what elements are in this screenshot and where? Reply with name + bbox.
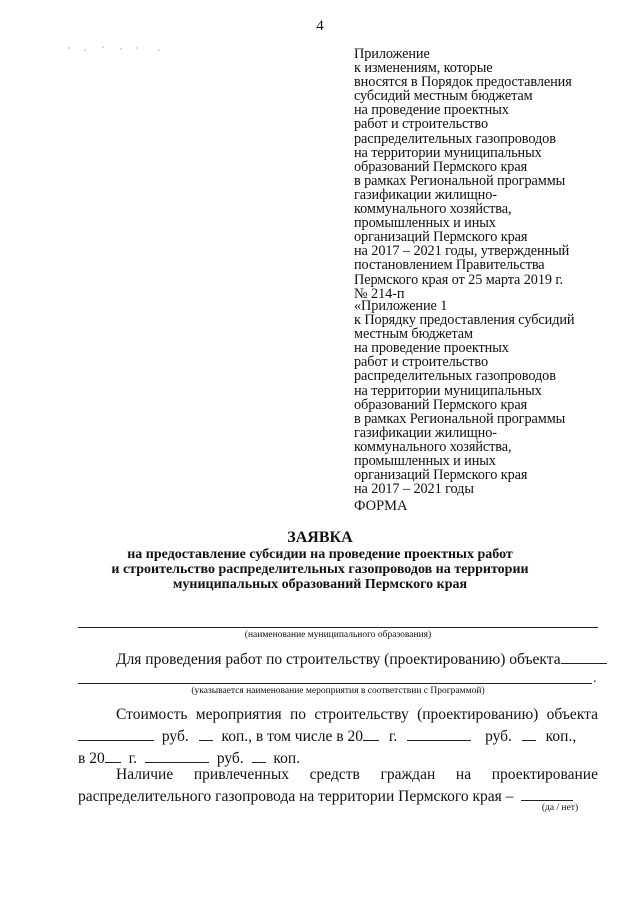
cost-line-3: в 20 г. руб. коп.	[78, 750, 301, 767]
cost-word: (проектированию)	[417, 706, 539, 723]
object-blank[interactable]	[561, 651, 607, 664]
funds-line-2: распределительного газопровода на территории Пермского края –	[78, 788, 573, 806]
year1-kop-blank[interactable]	[522, 728, 536, 741]
funds-word: граждан	[380, 766, 436, 783]
event-caption: (указывается наименование мероприятия в соответствии с Программой)	[191, 686, 485, 696]
object-text: Для проведения работ по строительству (проектированию) объекта	[116, 651, 561, 668]
cost-word: объекта	[546, 706, 598, 723]
funds-word: проектирование	[491, 766, 598, 783]
funds-word: на	[455, 766, 472, 783]
cost-word: по	[290, 706, 307, 723]
year-blank-2[interactable]	[105, 750, 121, 763]
year2-rub-blank[interactable]	[145, 750, 209, 763]
funds-word: средств	[309, 766, 360, 783]
cost-word: Стоимость	[116, 706, 188, 723]
scan-artifact	[62, 44, 172, 52]
cost-word: мероприятия	[195, 706, 282, 723]
funds-word: привлеченных	[193, 766, 289, 783]
cost-line-1	[116, 706, 598, 724]
page-number: 4	[316, 18, 324, 34]
municipality-name-line[interactable]	[78, 627, 598, 628]
appendix-note: Приложение к изменениям, которые вносятся в Порядок предоставления субсидий местным бюджетам на проведение проектных работ и строительство распределительных газопроводов на территории муниципальных образований Пермского края в рамках Региональной программы газификации жилищно- коммунального хозяйства, промышленных и иных организаций Пермского края на 2017 – 2021 годы, утвержденный постановлением Правительства Пермского края от 25 марта 2019 г. № 214-п	[354, 46, 572, 302]
municipality-caption: (наименование муниципального образования)	[244, 630, 432, 640]
year2-kop-blank[interactable]	[252, 750, 266, 763]
funds-word: Наличие	[116, 766, 174, 783]
document-subtitle: на предоставление субсидии на проведение проектных работ и строительство распределительных газопроводов на территории муниципальных образований Пермского края	[111, 547, 529, 592]
form-label: ФОРМА	[354, 498, 408, 514]
year-blank-1[interactable]	[363, 728, 379, 741]
cost-word: строительству	[314, 706, 409, 723]
line-period: .	[593, 671, 597, 686]
total-rub-blank[interactable]	[78, 728, 154, 741]
yes-no-caption: (да / нет)	[541, 803, 579, 813]
document-title: ЗАЯВКА	[287, 529, 353, 546]
funds-line-1	[116, 766, 598, 784]
event-name-line[interactable]	[78, 683, 592, 684]
yes-no-blank[interactable]	[521, 788, 573, 801]
cost-line-2: руб. коп., в том числе в 20 г. руб. коп.,	[78, 728, 576, 746]
appendix-1-note: «Приложение 1 к Порядку предоставления субсидий местным бюджетам на проведение проектных работ и строительство распределительных газопроводов на территории муниципальных образований Пермского края в рамках Региональной программы газификации жилищно- коммунального хозяйства, промышленных и иных организаций Пермского края на 2017 – 2021 годы	[354, 298, 575, 498]
total-kop-blank[interactable]	[199, 728, 213, 741]
year1-rub-blank[interactable]	[407, 728, 471, 741]
